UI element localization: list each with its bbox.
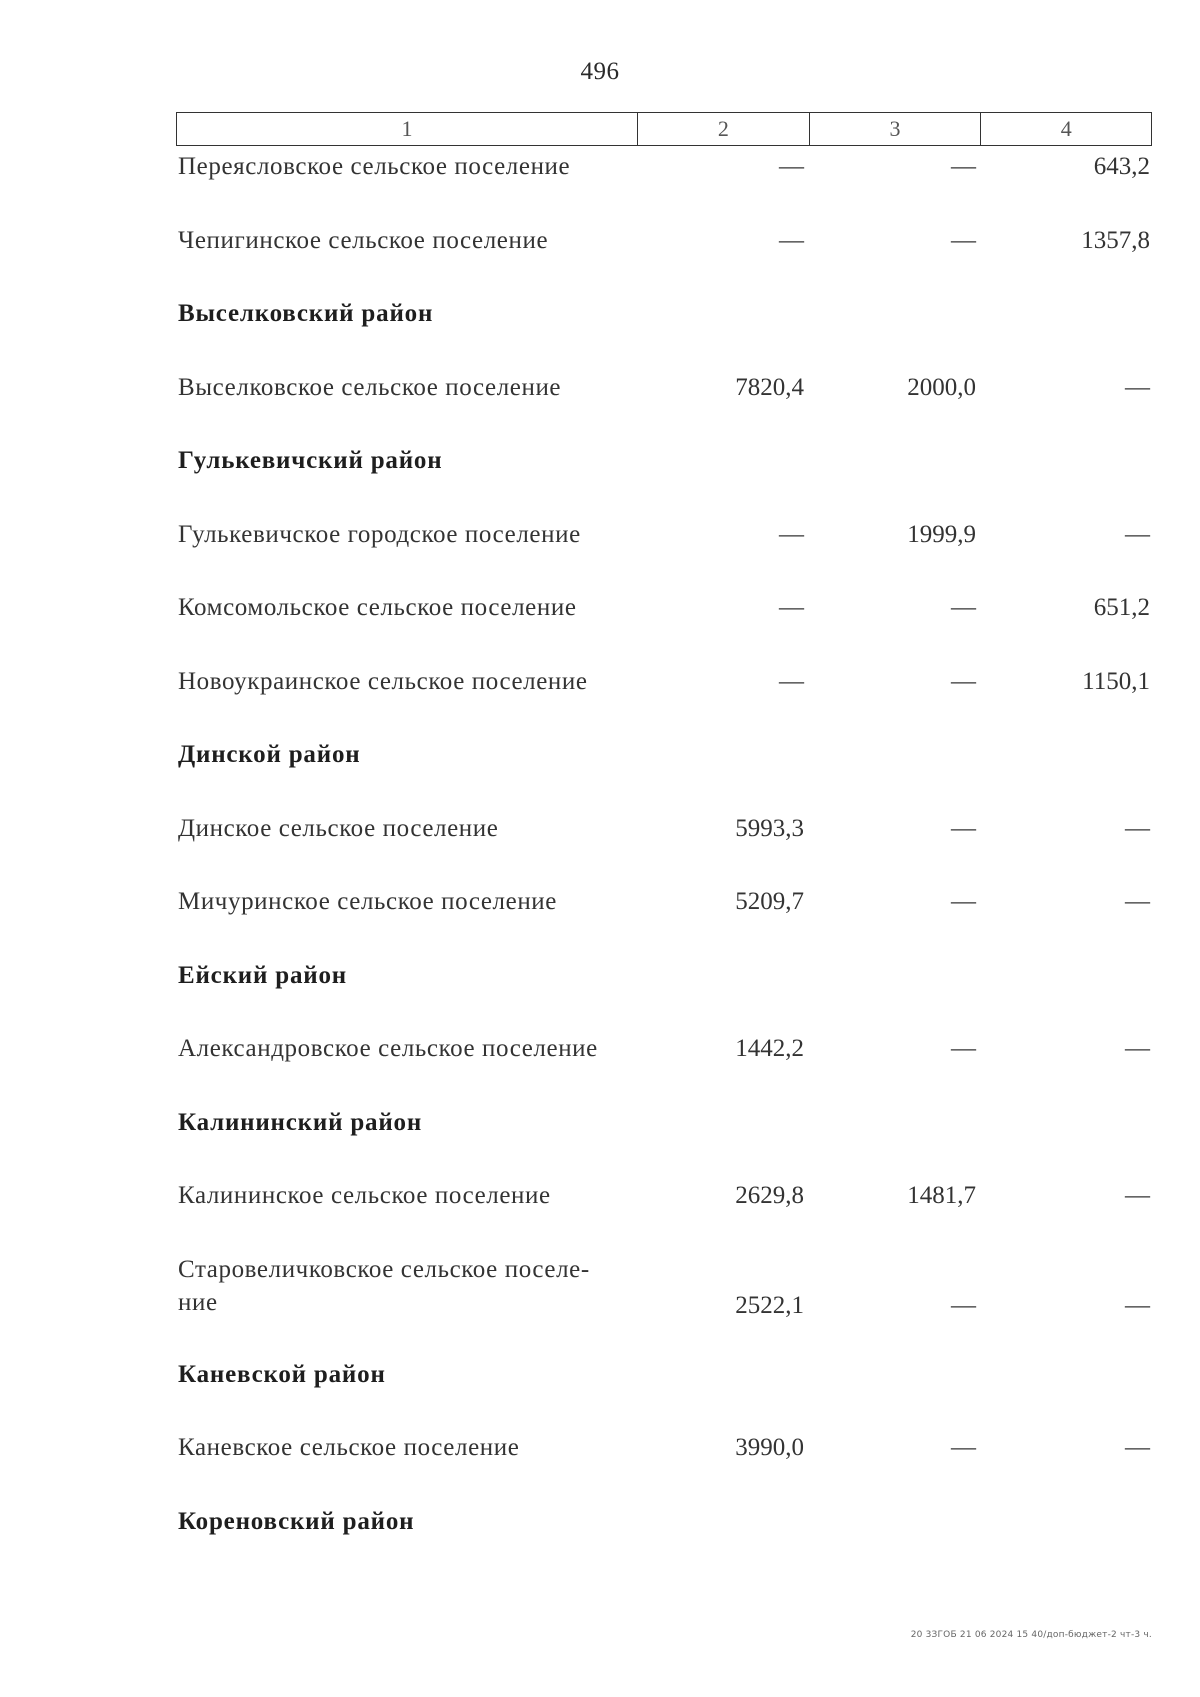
row-name: Комсомольское сельское поселение	[178, 594, 577, 621]
table-row	[176, 1175, 1152, 1249]
row-value-col2: —	[779, 667, 804, 695]
row-name: Старовеличковское сельское поселе- ние	[178, 1255, 590, 1316]
district-name: Ейский район	[178, 961, 347, 989]
table-header	[176, 112, 1152, 146]
row-value-col3: —	[951, 1434, 976, 1461]
district-heading-row	[176, 1501, 1152, 1575]
table-row	[176, 881, 1152, 955]
row-value-col4: 1357,8	[1081, 226, 1150, 254]
table-row	[176, 808, 1152, 882]
table-row	[176, 1249, 1152, 1354]
table-row	[176, 587, 1152, 661]
table-row	[176, 146, 1152, 220]
row-value-col3: 2000,0	[907, 373, 976, 401]
row-name: Калининское сельское поселение	[178, 1182, 551, 1209]
row-value-col2: 5993,3	[735, 814, 804, 842]
district-heading-row	[176, 440, 1152, 514]
row-name: Каневское сельское поселение	[178, 1434, 520, 1461]
row-value-col2: —	[779, 226, 804, 254]
row-value-col4: 643,2	[1093, 153, 1150, 180]
district-name: Каневской район	[178, 1360, 386, 1388]
row-value-col2: 2522,1	[735, 1291, 804, 1319]
row-value-col4: —	[1125, 888, 1150, 915]
row-value-col3: —	[951, 1291, 976, 1319]
district-name: Выселковский район	[178, 300, 434, 327]
header-col-2: 2	[638, 113, 810, 145]
row-name: Чепигинское сельское поселение	[178, 226, 549, 254]
page-number: 496	[580, 58, 620, 85]
row-value-col4: —	[1125, 520, 1150, 548]
district-name: Динской район	[178, 741, 361, 768]
district-heading-row	[176, 955, 1152, 1029]
row-name: Динское сельское поселение	[178, 814, 499, 842]
row-value-col3: —	[951, 888, 976, 915]
district-name: Калининский район	[178, 1108, 423, 1136]
district-heading-row	[176, 734, 1152, 808]
table-row	[176, 220, 1152, 294]
row-value-col3: —	[951, 667, 976, 695]
row-value-col2: 3990,0	[735, 1434, 804, 1461]
row-value-col4: 651,2	[1093, 594, 1150, 621]
row-name: Выселковское сельское поселение	[178, 373, 562, 401]
table-row	[176, 661, 1152, 735]
header-col-1: 1	[177, 113, 638, 145]
district-heading-row	[176, 1102, 1152, 1176]
district-name: Гулькевичский район	[178, 447, 443, 474]
document-footer-code: 20 3ЗГОБ 21 06 2024 15 40/доп-бюджет-2 чт-3 ч.	[910, 1630, 1152, 1640]
row-value-col3: —	[951, 226, 976, 254]
row-value-col3: 1999,9	[907, 520, 976, 548]
row-value-col4: —	[1125, 1035, 1150, 1062]
district-heading-row	[176, 293, 1152, 367]
row-value-col4: —	[1125, 1291, 1150, 1319]
row-value-col4: 1150,1	[1082, 667, 1150, 695]
row-value-col2: —	[779, 153, 804, 180]
row-value-col2: 7820,4	[735, 373, 804, 401]
table-row	[176, 1427, 1152, 1501]
row-name: Новоукраинское сельское поселение	[178, 667, 588, 695]
row-value-col2: —	[779, 594, 804, 621]
row-name: Гулькевичское городское поселение	[178, 520, 581, 548]
row-value-col3: —	[951, 594, 976, 621]
row-value-col2: —	[779, 520, 804, 548]
district-heading-row	[176, 1354, 1152, 1428]
row-value-col4: —	[1125, 1434, 1150, 1461]
header-col-4: 4	[1060, 116, 1072, 141]
row-value-col2: 1442,2	[735, 1035, 804, 1062]
row-name: Александровское сельское поселение	[178, 1035, 598, 1062]
header-col-3: 3	[810, 113, 982, 145]
row-value-col3: 1481,7	[907, 1182, 976, 1209]
row-value-col4: —	[1125, 1182, 1150, 1209]
table-row	[176, 514, 1152, 588]
district-name: Кореновский район	[178, 1507, 415, 1535]
row-value-col3: —	[951, 1035, 976, 1062]
table-body	[176, 146, 1152, 1574]
row-value-col4: —	[1125, 373, 1150, 401]
row-value-col2: 5209,7	[735, 888, 804, 915]
row-name: Мичуринское сельское поселение	[178, 888, 557, 915]
row-value-col3: —	[951, 153, 976, 180]
row-value-col4: —	[1125, 814, 1150, 842]
row-name: Переясловское сельское поселение	[178, 153, 571, 180]
table-row	[176, 1028, 1152, 1102]
row-value-col2: 2629,8	[735, 1182, 804, 1209]
row-value-col3: —	[951, 814, 976, 842]
table-row	[176, 367, 1152, 441]
